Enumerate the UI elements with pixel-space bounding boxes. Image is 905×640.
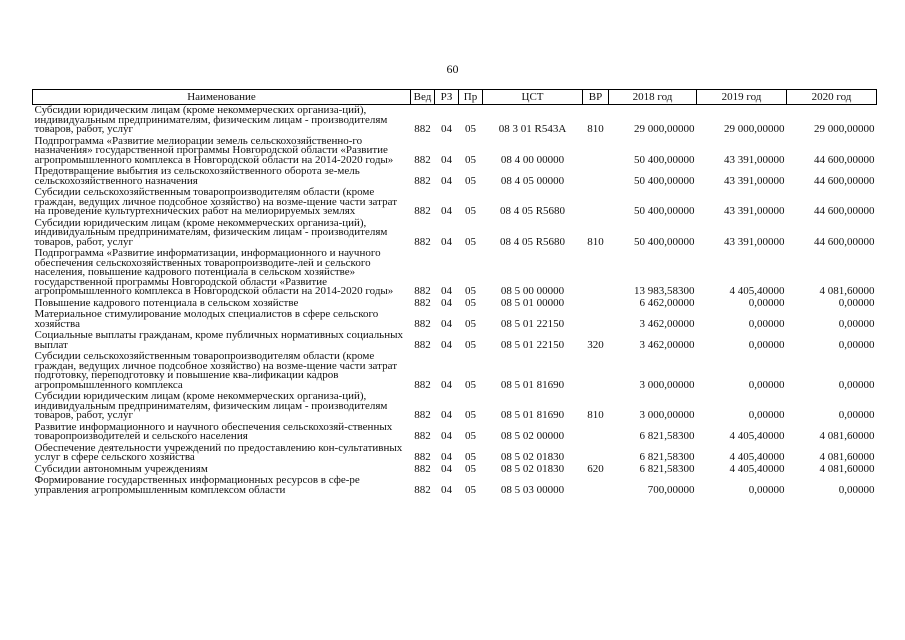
row-value-2018: 6 821,58300 (639, 462, 695, 475)
row-value-2020: 44 600,00000 (814, 235, 875, 248)
row-cst: 08 4 05 R5680 (499, 205, 566, 217)
row-name: Субсидии юридическим лицам (кроме некоммерческих организа-ций), индивидуальным предпринимателям, физическим лицам - производителям товаров, работ, услуг (34, 216, 388, 248)
row-pr: 05 (465, 235, 476, 248)
row-rz: 04 (441, 285, 452, 297)
row-ved: 882 (414, 430, 431, 442)
table-row (33, 330, 877, 351)
row-cst: 08 3 01 R543A (498, 123, 567, 135)
row-pr: 05 (465, 483, 476, 496)
row-cst: 08 5 02 01830 (500, 462, 565, 475)
row-value-2019: 43 391,00000 (724, 235, 785, 248)
row-value-2019: 43 391,00000 (724, 174, 785, 187)
row-rz: 04 (441, 338, 452, 351)
row-ved: 882 (414, 338, 431, 351)
row-name: Субсидии сельскохозяйственным товаропроизводителям области (кроме граждан, ведущих личное подсобное хозяйство) на возме-щение части затрат подготовку, переподготовку и повышение ква-лификации кадров агропромышленного комплекса (34, 350, 398, 391)
row-ved: 882 (414, 174, 431, 187)
row-rz: 04 (441, 483, 452, 496)
row-pr: 05 (465, 123, 476, 135)
row-value-2020: 4 081,60000 (819, 285, 875, 297)
row-name: Повышение кадрового потенциала в сельском хозяйстве (34, 296, 299, 309)
row-rz: 04 (441, 430, 452, 442)
row-cst: 08 5 02 01830 (500, 451, 565, 463)
row-name: Развитие информационного и научного обеспечения сельскохозяй-ственных товаропроизводителей и сельского населения (34, 420, 393, 442)
row-pr: 05 (465, 430, 476, 442)
row-rz: 04 (441, 174, 452, 187)
row-value-2018: 3 462,00000 (639, 338, 695, 351)
row-vr: 810 (587, 235, 604, 248)
row-rz: 04 (441, 378, 452, 391)
row-ved: 882 (414, 285, 431, 297)
row-value-2018: 700,00000 (647, 483, 695, 496)
row-cst: 08 4 05 00000 (500, 174, 565, 187)
row-name: Материальное стимулирование молодых специалистов в сфере сельского хозяйства (34, 308, 379, 330)
table-row (33, 248, 877, 298)
row-cst: 08 5 01 81690 (500, 378, 565, 391)
row-vr: 810 (587, 409, 604, 421)
row-value-2020: 29 000,00000 (814, 123, 875, 135)
table-row (33, 166, 877, 187)
row-rz: 04 (441, 451, 452, 463)
row-rz: 04 (441, 123, 452, 135)
row-value-2020: 44 600,00000 (814, 205, 875, 217)
header-pr: Пр (459, 90, 483, 105)
page-number: 60 (446, 62, 459, 76)
row-value-2019: 43 391,00000 (724, 205, 785, 217)
header-vr: ВР (583, 90, 609, 105)
table-body (33, 105, 877, 497)
row-pr: 05 (465, 378, 476, 391)
row-value-2018: 6 821,58300 (639, 451, 695, 463)
row-value-2019: 0,00000 (748, 317, 785, 330)
row-ved: 882 (414, 153, 431, 166)
row-value-2020: 44 600,00000 (814, 174, 875, 187)
row-pr: 05 (465, 153, 476, 166)
header-name: Наименование (33, 90, 411, 105)
row-pr: 05 (465, 285, 476, 297)
row-value-2018: 50 400,00000 (634, 235, 695, 248)
row-value-2018: 6 821,58300 (639, 430, 695, 442)
header-ved: Вед (411, 90, 435, 105)
row-value-2019: 4 405,40000 (729, 451, 785, 463)
row-value-2018: 3 000,00000 (639, 378, 695, 391)
row-value-2018: 50 400,00000 (634, 205, 695, 217)
row-value-2020: 0,00000 (838, 296, 875, 309)
table-row (33, 391, 877, 422)
row-pr: 05 (465, 174, 476, 187)
row-value-2018: 3 462,00000 (639, 317, 695, 330)
row-value-2019: 0,00000 (748, 378, 785, 391)
row-cst: 08 5 01 22150 (500, 317, 565, 330)
row-value-2019: 0,00000 (748, 409, 785, 421)
table-row (33, 105, 877, 136)
row-value-2018: 13 983,58300 (634, 285, 695, 297)
row-value-2019: 43 391,00000 (724, 153, 785, 166)
header-cst: ЦСТ (483, 90, 583, 105)
row-value-2018: 29 000,00000 (634, 123, 695, 135)
row-value-2020: 4 081,60000 (819, 430, 875, 442)
row-value-2019: 29 000,00000 (724, 123, 785, 135)
header-2020: 2020 год (787, 90, 877, 105)
row-cst: 08 5 02 00000 (500, 430, 565, 442)
row-rz: 04 (441, 153, 452, 166)
row-rz: 04 (441, 409, 452, 421)
row-value-2018: 6 462,00000 (639, 296, 695, 309)
row-pr: 05 (465, 296, 476, 309)
row-name: Формирование государственных информационных ресурсов в сфе-ре управления агропромышленным комплексом области (34, 474, 360, 496)
row-ved: 882 (414, 123, 431, 135)
table-row (33, 351, 877, 391)
row-vr (583, 248, 609, 298)
row-pr: 05 (465, 462, 476, 475)
row-value-2019: 0,00000 (748, 483, 785, 496)
row-rz: 04 (441, 296, 452, 309)
row-vr (583, 187, 609, 218)
row-ved: 882 (414, 235, 431, 248)
row-ved: 882 (414, 317, 431, 330)
row-vr (583, 475, 609, 496)
row-value-2020: 0,00000 (838, 483, 875, 496)
row-value-2019: 4 405,40000 (729, 285, 785, 297)
row-name: Субсидии сельскохозяйственным товаропроизводителям области (кроме граждан, ведущих личное подсобное хозяйство) на возме-щение части затрат на проведение культуртехнических работ на мелиорируемых землях (34, 186, 398, 217)
row-value-2020: 4 081,60000 (819, 451, 875, 463)
row-value-2020: 4 081,60000 (819, 462, 875, 475)
row-vr: 620 (587, 462, 604, 475)
row-name: Обеспечение деятельности учреждений по предоставлению кон-сультативных услуг в сфере сельского хозяйства (34, 441, 403, 463)
row-vr (583, 422, 609, 443)
row-cst: 08 5 01 00000 (500, 296, 565, 309)
row-cst: 08 4 00 00000 (500, 153, 565, 166)
row-cst: 08 5 03 00000 (500, 483, 565, 496)
row-vr (583, 351, 609, 391)
row-value-2020: 0,00000 (838, 378, 875, 391)
table-row (33, 187, 877, 218)
row-value-2019: 4 405,40000 (729, 462, 785, 475)
row-value-2018: 3 000,00000 (639, 409, 695, 421)
row-vr (583, 166, 609, 187)
row-value-2018: 50 400,00000 (634, 153, 695, 166)
header-rz: РЗ (435, 90, 459, 105)
row-value-2018: 50 400,00000 (634, 174, 695, 187)
table-row (33, 422, 877, 443)
row-vr (583, 309, 609, 330)
row-vr (583, 298, 609, 310)
row-vr: 320 (587, 338, 604, 351)
row-ved: 882 (414, 378, 431, 391)
row-name: Подпрограмма «Развитие информатизации, информационного и научного обеспечения сельскохозяйственных товаропроизводите-лей и сельского населения, повышение кадрового потенциала в сельском хозяйстве» государственной программы Новгородской области «Развитие агропромышленного комплекса в Новгородской области на 2014-2020 годы» (34, 247, 394, 297)
row-pr: 05 (465, 409, 476, 421)
row-cst: 08 5 01 22150 (500, 338, 565, 351)
row-vr (583, 136, 609, 167)
table-row (33, 309, 877, 330)
row-ved: 882 (414, 483, 431, 496)
table-row (33, 475, 877, 496)
row-value-2020: 44 600,00000 (814, 153, 875, 166)
row-name: Подпрограмма «Развитие мелиорации земель сельскохозяйственно-го назначения» государственной программы Новгородской области «Развитие агропромышленного комплекса в Новгородской области на 2014-2020 годы» (34, 134, 394, 166)
row-cst: 08 4 05 R5680 (499, 235, 566, 248)
row-value-2020: 0,00000 (838, 338, 875, 351)
row-name: Социальные выплаты гражданам, кроме публичных нормативных социальных выплат (34, 329, 403, 351)
row-pr: 05 (465, 451, 476, 463)
row-ved: 882 (414, 409, 431, 421)
row-ved: 882 (414, 296, 431, 309)
table-header-row (33, 90, 877, 105)
row-ved: 882 (414, 205, 431, 217)
row-name: Субсидии юридическим лицам (кроме некоммерческих организа-ций), индивидуальным предпринимателям, физическим лицам - производителям товаров, работ, услуг (34, 104, 388, 135)
row-rz: 04 (441, 205, 452, 217)
row-rz: 04 (441, 235, 452, 248)
row-value-2019: 0,00000 (748, 296, 785, 309)
row-value-2020: 0,00000 (838, 317, 875, 330)
row-value-2019: 0,00000 (748, 338, 785, 351)
row-cst: 08 5 00 00000 (500, 285, 565, 297)
row-vr (583, 443, 609, 464)
table-row (33, 136, 877, 167)
row-cst: 08 5 01 81690 (500, 409, 565, 421)
row-name: Субсидии юридическим лицам (кроме некоммерческих организа-ций), индивидуальным предпринимателям, физическим лицам - производителям товаров, работ, услуг (34, 390, 388, 421)
row-vr: 810 (587, 123, 604, 135)
table-row (33, 443, 877, 464)
budget-table (32, 89, 877, 496)
row-ved: 882 (414, 451, 431, 463)
row-name: Субсидии автономным учреждениям (34, 462, 208, 475)
row-name: Предотвращение выбытия из сельскохозяйственного оборота зе-мель сельскохозяйственного назначения (34, 165, 360, 187)
row-ved: 882 (414, 462, 431, 475)
row-value-2019: 4 405,40000 (729, 430, 785, 442)
row-pr: 05 (465, 317, 476, 330)
row-rz: 04 (441, 462, 452, 475)
header-2019: 2019 год (697, 90, 787, 105)
row-pr: 05 (465, 338, 476, 351)
row-rz: 04 (441, 317, 452, 330)
row-pr: 05 (465, 205, 476, 217)
header-2018: 2018 год (609, 90, 697, 105)
row-value-2020: 0,00000 (838, 409, 875, 421)
table-row (33, 218, 877, 249)
